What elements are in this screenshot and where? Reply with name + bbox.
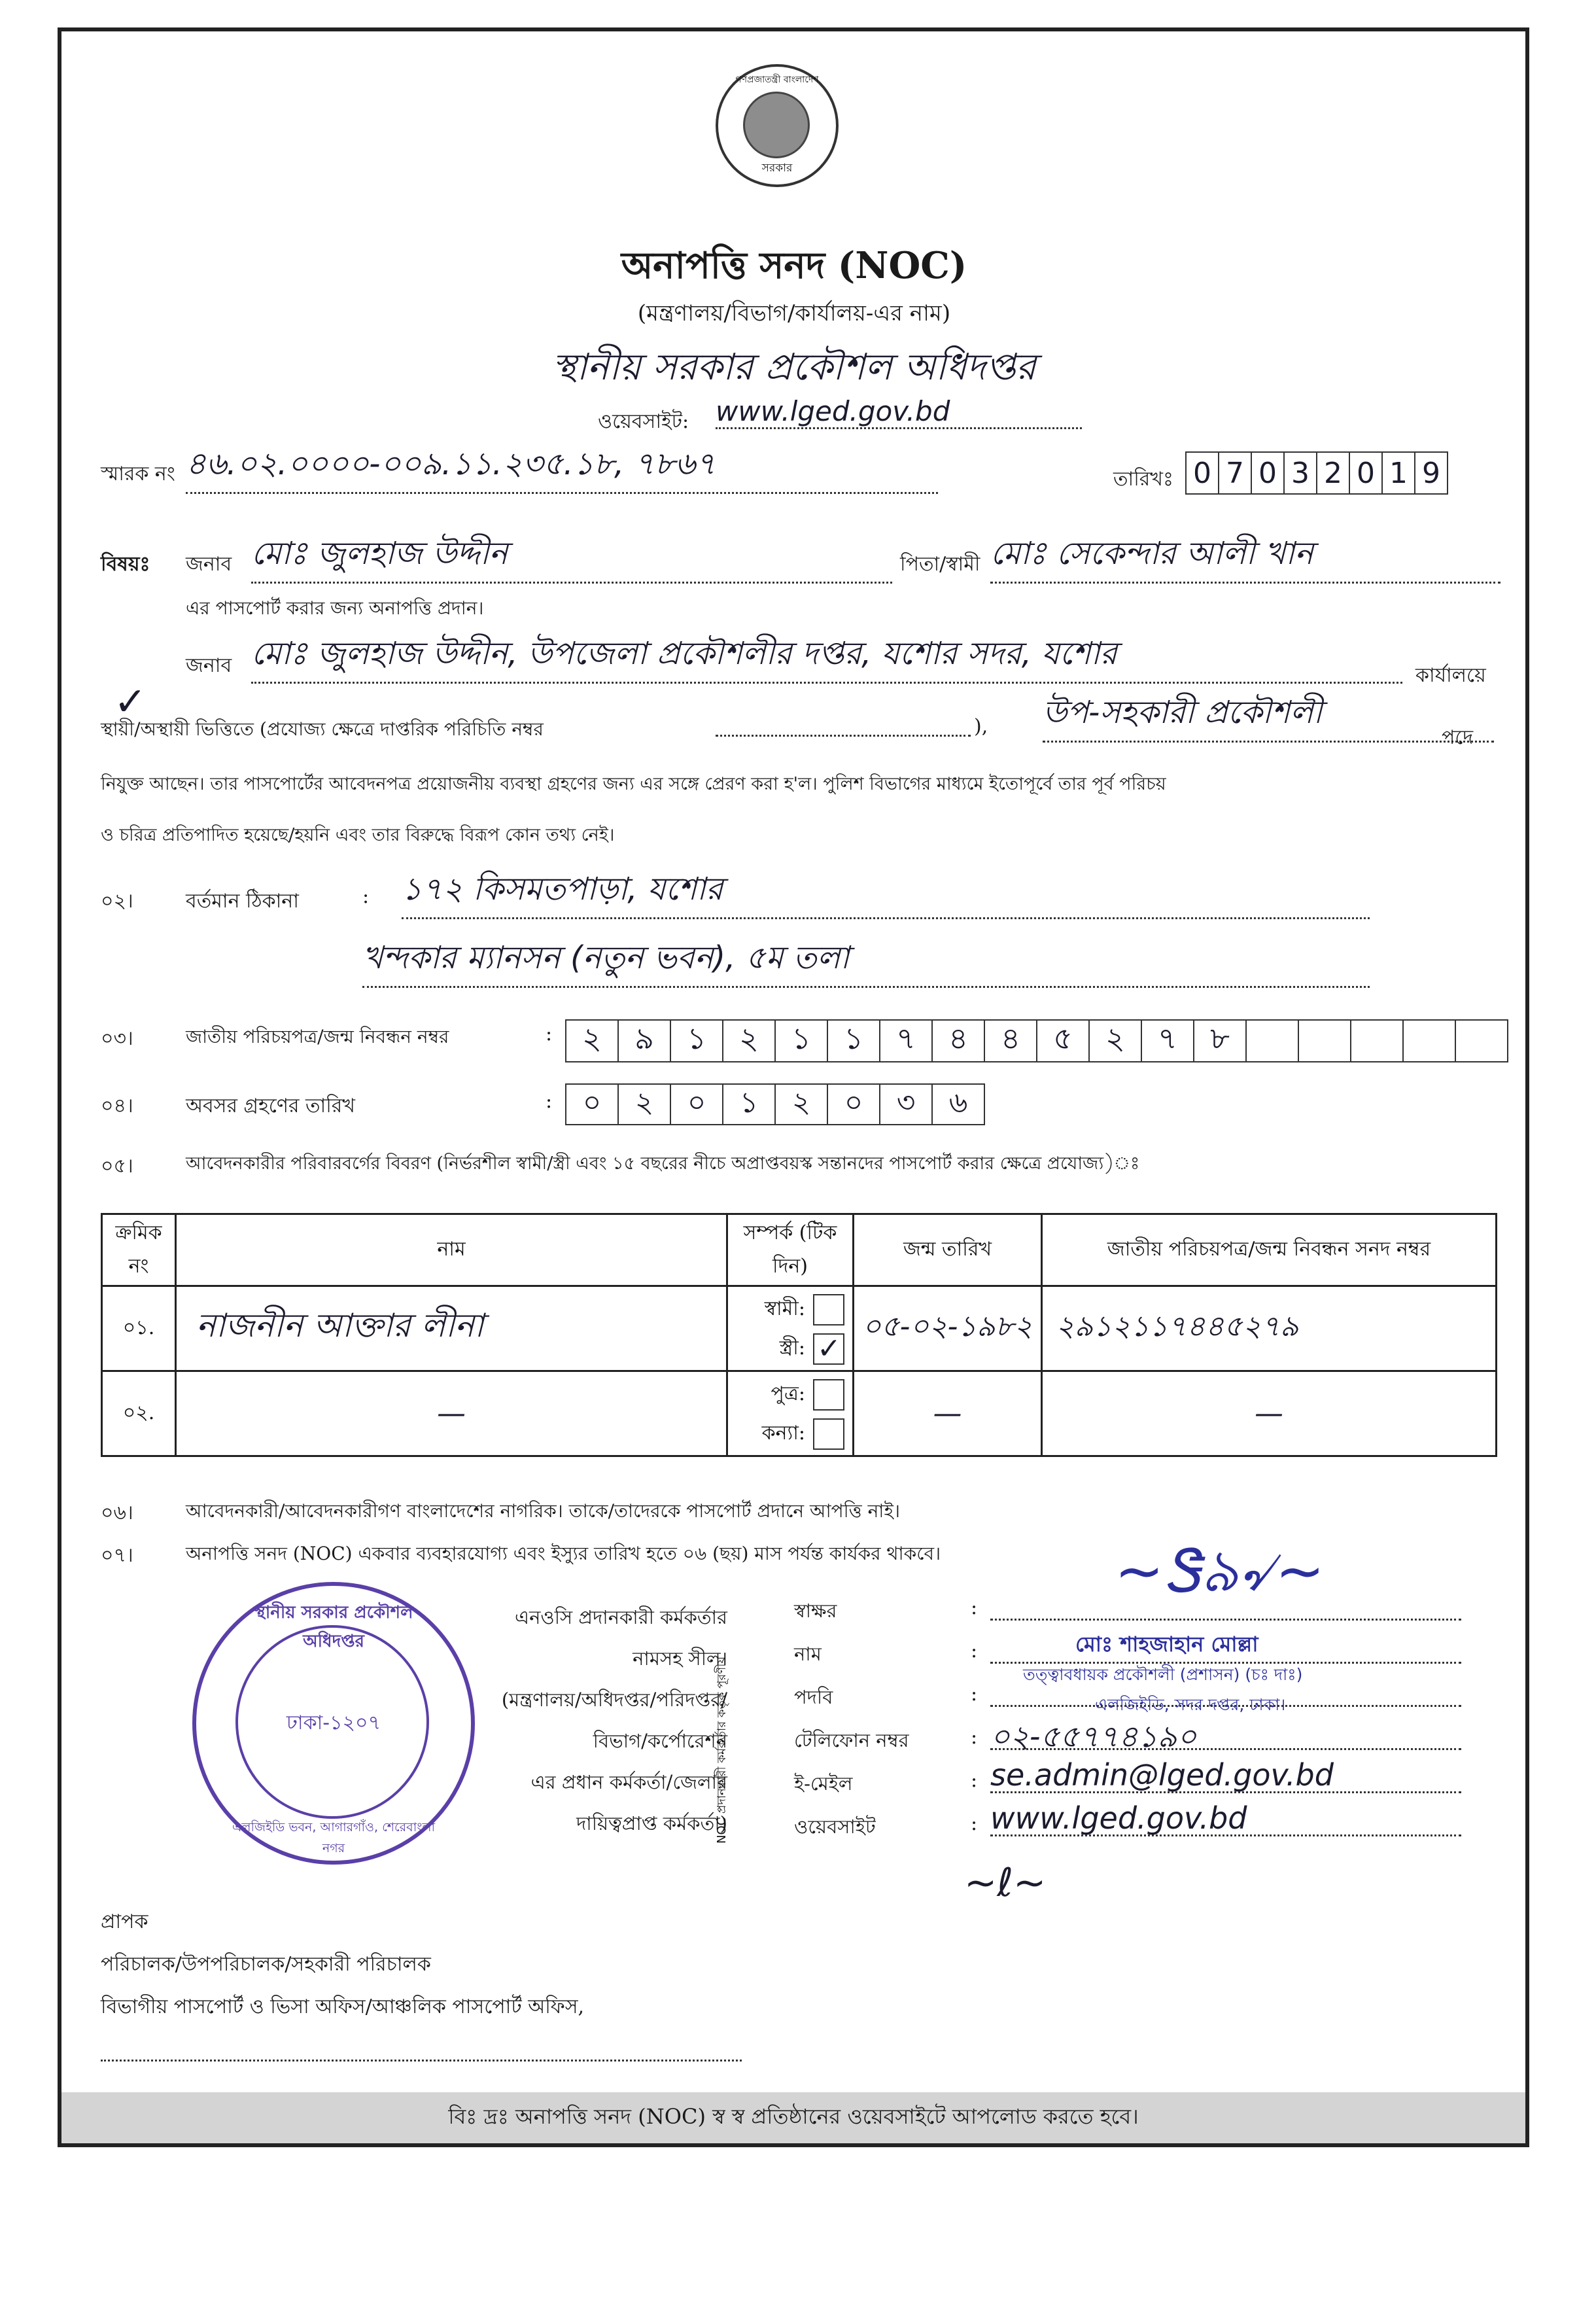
government-emblem <box>716 64 839 187</box>
permanence-text: স্থায়ী/অস্থায়ী ভিত্তিতে (প্রযোজ্য ক্ষেত্রে দাপ্তরিক পরিচিতি নম্বর <box>101 718 544 740</box>
footer-note: বিঃ দ্রঃ অনাপত্তি সনদ (NOC) স্ব স্ব প্রতিষ্ঠানের ওয়েবসাইটে আপলোড করতে হবে। <box>448 2104 1139 2129</box>
officer-field-label: পদবি <box>794 1686 833 1708</box>
col-relation: সম্পর্ক (টিক দিন) <box>727 1214 854 1286</box>
nid-digit-box: ২ <box>722 1019 776 1062</box>
retirement-digit-box: ২ <box>774 1083 828 1125</box>
mr-label-2: জনাব <box>186 654 232 677</box>
clause-6-number: ০৬। <box>101 1501 133 1524</box>
nid-digit-box: ৪ <box>984 1019 1037 1062</box>
recipient-blank-line <box>101 2046 742 2062</box>
nid-number: ০৩। <box>101 1027 133 1050</box>
retirement-digit-box: ০ <box>670 1083 723 1125</box>
website-label: ওয়েবসাইট: <box>598 410 689 433</box>
subject-text: এর পাসপোর্ট করার জন্য অনাপত্তি প্রদান। <box>186 597 484 619</box>
nid-colon: : <box>546 1023 553 1045</box>
mr-label: জনাব <box>186 553 232 576</box>
designation: উপ-সহকারী প্রকৌশলী <box>1043 689 1494 743</box>
address-label: বর্তমান ঠিকানা <box>186 890 299 913</box>
nid-digit-box <box>1402 1019 1456 1062</box>
nid-digit-box: ৭ <box>1141 1019 1194 1062</box>
relation-daughter-label: কন্যা: <box>761 1421 805 1445</box>
address-line-2: খন্দকার ম্যানসন (নতুন ভবন), ৫ম তলা <box>362 934 1370 988</box>
officer-field-colon: : <box>971 1812 978 1835</box>
official-id-blank <box>716 722 971 737</box>
retirement-digit-box: ০ <box>827 1083 880 1125</box>
family-table-header <box>102 1214 1497 1286</box>
nid-digit-box: ২ <box>1088 1019 1142 1062</box>
retirement-label: অবসর গ্রহণের তারিখ <box>186 1095 355 1117</box>
subject-label: বিষয়ঃ <box>101 553 150 576</box>
retirement-digit-box: ৩ <box>879 1083 933 1125</box>
nid-digit-box: ৫ <box>1036 1019 1090 1062</box>
nid-digit-box <box>1455 1019 1508 1062</box>
stamp-name: মোঃ শাহজাহান মোল্লা <box>1075 1632 1258 1657</box>
website-value: www.lged.gov.bd <box>716 395 1082 429</box>
initials: ~ℓ~ <box>964 1860 1047 1906</box>
nid-digit-box: ১ <box>827 1019 880 1062</box>
retirement-digit-box: ০ <box>565 1083 619 1125</box>
nid-digit-box: ৭ <box>879 1019 933 1062</box>
officer-field-colon: : <box>971 1596 978 1619</box>
officer-field-colon: : <box>971 1640 978 1662</box>
officer-description-line: এর প্রধান কর্মকর্তা/জেলার <box>530 1771 727 1793</box>
father-name: মোঃ সেকেন্দার আলী খান <box>990 530 1501 584</box>
officer-field-value: ০২-৫৫৭৭৪১৯০ <box>990 1714 1461 1750</box>
officer-field-colon: : <box>971 1769 978 1792</box>
col-nid: জাতীয় পরিচয়পত্র/জন্ম নিবন্ধন সনদ নম্বর <box>1042 1214 1497 1286</box>
office-name: স্থানীয় সরকার প্রকৌশল অধিদপ্তর <box>552 346 1036 389</box>
date-digit-box: 7 <box>1218 451 1252 495</box>
col-dob: জন্ম তারিখ <box>854 1214 1042 1286</box>
nid-digit-box: ১ <box>670 1019 723 1062</box>
nid-digit-box: ৮ <box>1193 1019 1247 1062</box>
date-digit-box: 0 <box>1251 451 1285 495</box>
family-label: আবেদনকারীর পরিবারবর্গের বিবরণ (নির্ভরশীল স্বামী/স্ত্রী এবং ১৫ বছরের নীচে অপ্রাপ্তবয়স্ক সন্তানদের পাসপোর্ট করার ক্ষেত্রে প্রযোজ্য)ঃ <box>186 1153 1140 1174</box>
footer-bar <box>61 2092 1525 2143</box>
table-row <box>102 1371 1497 1456</box>
date-digit-box: 0 <box>1349 451 1383 495</box>
stamp-designation: তত্ত্বাবধায়ক প্রকৌশলী (প্রশাসন) (চঃ দাঃ) <box>1023 1665 1303 1684</box>
officer-field-colon: : <box>971 1726 978 1749</box>
date-label: তারিখঃ <box>1113 468 1173 491</box>
nid-digit-box: ২ <box>565 1019 619 1062</box>
seal-outer-text: স্থানীয় সরকার প্রকৌশল অধিদপ্তর <box>254 1603 413 1651</box>
officer-field-colon: : <box>971 1683 978 1706</box>
officer-description-line: (মন্ত্রণালয়/অধিদপ্তর/পরিদপ্তর/ <box>501 1689 727 1711</box>
date-digit-box: 9 <box>1414 451 1448 495</box>
officer-field-value: se.admin@lged.gov.bd <box>990 1757 1461 1793</box>
paragraph-line-1: নিযুক্ত আছেন। তার পাসপোর্টের আবেদনপত্র প্রয়োজনীয় ব্যবস্থা গ্রহণের জন্য এর সঙ্গে প্রেরণ করা হ'ল। পুলিশ বিভাগের মাধ্যমে ইতোপূর্বে তার পূর্ব পরিচয় <box>101 774 1166 794</box>
paragraph-line-2: ও চরিত্র প্রতিপাদিত হয়েছে/হয়নি এবং তার বিরুদ্ধে বিরূপ কোন তথ্য নেই। <box>101 825 615 845</box>
clause-6-text: আবেদনকারী/আবেদনকারীগণ বাংলাদেশের নাগরিক। তাকে/তাদেরকে পাসপোর্ট প্রদানে আপত্তি নাই। <box>186 1500 901 1522</box>
clause-7-text: অনাপত্তি সনদ (NOC) একবার ব্যবহারযোগ্য এবং ইস্যুর তারিখ হতে ০৬ (ছয়) মাস পর্যন্ত কার্যকর থাকবে। <box>186 1543 941 1564</box>
officer-field-label: নাম <box>794 1643 822 1665</box>
emblem-inner-circle <box>743 92 810 158</box>
row-dob: ০৫-০২-১৯৮২ <box>854 1286 1042 1371</box>
date-digit-box: 0 <box>1185 451 1219 495</box>
table-row <box>102 1286 1497 1371</box>
emblem-text-top: গণপ্রজাতন্ত্রী বাংলাদেশ <box>735 75 819 85</box>
stamp-office: এলজিইডি, সদর দপ্তর, ঢাকা। <box>1095 1695 1286 1714</box>
address-line-1: ১৭২ কিসমতপাড়া, যশোর <box>402 866 1370 919</box>
officer-description-line: দায়িত্বপ্রাপ্ত কর্মকর্তা) <box>576 1812 727 1834</box>
row-nid: — <box>1042 1371 1497 1456</box>
document-title: অনাপত্তি সনদ (NOC) <box>621 244 967 287</box>
row-dob: — <box>854 1371 1042 1456</box>
retirement-digit-box: ১ <box>722 1083 776 1125</box>
post-suffix: পদে <box>1442 726 1474 749</box>
ministry-subtitle: (মন্ত্রণালয়/বিভাগ/কার্যালয়-এর নাম) <box>637 300 951 326</box>
nid-digit-box <box>1245 1019 1299 1062</box>
officer-field-label: স্বাক্ষর <box>794 1600 837 1622</box>
seal-center-text: ঢাকা-১২০৭ <box>286 1711 381 1734</box>
recipient-line-1: পরিচালক/উপপরিচালক/সহকারী পরিচালক <box>101 1953 431 1976</box>
row-name: — <box>176 1371 727 1456</box>
officer-description-line: নামসহ সীল। <box>633 1647 727 1670</box>
relation-wife-label: স্ত্রী: <box>779 1336 805 1360</box>
row-nid: ২৯১২১১৭৪৪৫২৭৯ <box>1042 1286 1497 1371</box>
retirement-digit-box: ৬ <box>931 1083 985 1125</box>
nid-digit-box <box>1298 1019 1351 1062</box>
row-name: নাজনীন আক্তার লীনা <box>176 1286 727 1371</box>
noc-form-page <box>58 27 1529 2147</box>
row-relation <box>727 1371 854 1456</box>
memo-number: ৪৬.০২.০০০০-০০৯.১১.২৩৫.১৮, ৭৮৬৭ <box>186 440 938 494</box>
recipient-label: প্রাপক <box>101 1910 148 1933</box>
officer-description-line: এনওসি প্রদানকারী কর্মকর্তার <box>515 1606 727 1628</box>
employment-office: মোঃ জুলহাজ উদ্দীন, উপজেলা প্রকৌশলীর দপ্তর, যশোর সদর, যশোর <box>251 630 1402 684</box>
relation-daughter-checkbox[interactable] <box>813 1418 844 1450</box>
nid-label: জাতীয় পরিচয়পত্র/জন্ম নিবন্ধন নম্বর <box>186 1026 449 1047</box>
row-relation <box>727 1286 854 1371</box>
col-name: নাম <box>176 1214 727 1286</box>
official-seal <box>192 1582 475 1865</box>
date-digit-box: 1 <box>1381 451 1415 495</box>
applicant-name: মোঃ জুলহাজ উদ্দীন <box>251 530 892 584</box>
officer-field-label: ই-মেইল <box>794 1772 853 1795</box>
row-serial: ০১. <box>102 1286 176 1371</box>
relation-son-label: পুত্র: <box>771 1382 805 1405</box>
vertical-note: NOC প্রদানকারী কর্মকর্তার কর্তৃক পূরণীয় <box>715 1656 729 1844</box>
seal-bottom-text: এলজিইডি ভবন, আগারগাঁও, শেরেবাংলা নগর <box>232 1820 436 1855</box>
recipient-line-2: বিভাগীয় পাসপোর্ট ও ভিসা অফিস/আঞ্চলিক পাসপোর্ট অফিস, <box>101 1995 585 2018</box>
signature: ~Ꮥ৯৵~ <box>1115 1537 1325 1605</box>
relation-wife-checkbox[interactable] <box>813 1333 844 1365</box>
nid-digit-box: ৪ <box>931 1019 985 1062</box>
office-suffix: কার্যালয়ে <box>1415 664 1486 687</box>
relation-husband-checkbox[interactable] <box>813 1294 844 1325</box>
emblem-text-bottom: সরকার <box>761 162 793 175</box>
nid-digit-box: ৯ <box>617 1019 671 1062</box>
father-label: পিতা/স্বামী <box>900 553 980 576</box>
officer-field-label: টেলিফোন নম্বর <box>794 1729 909 1751</box>
officer-description-line: বিভাগ/কর্পোরেশন <box>593 1730 727 1752</box>
date-digit-box: 3 <box>1283 451 1317 495</box>
clause-7-number: ০৭। <box>101 1544 133 1567</box>
retirement-number: ০৪। <box>101 1095 133 1117</box>
family-number: ০৫। <box>101 1155 133 1178</box>
address-number: ০২। <box>101 890 133 913</box>
row-serial: ০২. <box>102 1371 176 1456</box>
tick-mark: ✓ <box>114 679 147 725</box>
date-digit-box: 2 <box>1316 451 1350 495</box>
memo-label: স্মারক নং <box>101 463 175 485</box>
family-table <box>101 1213 1497 1457</box>
relation-son-checkbox[interactable] <box>813 1379 844 1411</box>
nid-digit-box: ১ <box>774 1019 828 1062</box>
address-colon: : <box>362 885 370 908</box>
officer-field-label: ওয়েবসাইট <box>794 1816 876 1838</box>
nid-digit-box <box>1350 1019 1404 1062</box>
close-paren: ), <box>974 715 988 738</box>
retirement-colon: : <box>546 1090 553 1113</box>
retirement-digit-box: ২ <box>617 1083 671 1125</box>
officer-field-value: www.lged.gov.bd <box>990 1800 1461 1836</box>
relation-husband-label: স্বামী: <box>764 1297 805 1320</box>
col-serial: ক্রমিক নং <box>102 1214 176 1286</box>
